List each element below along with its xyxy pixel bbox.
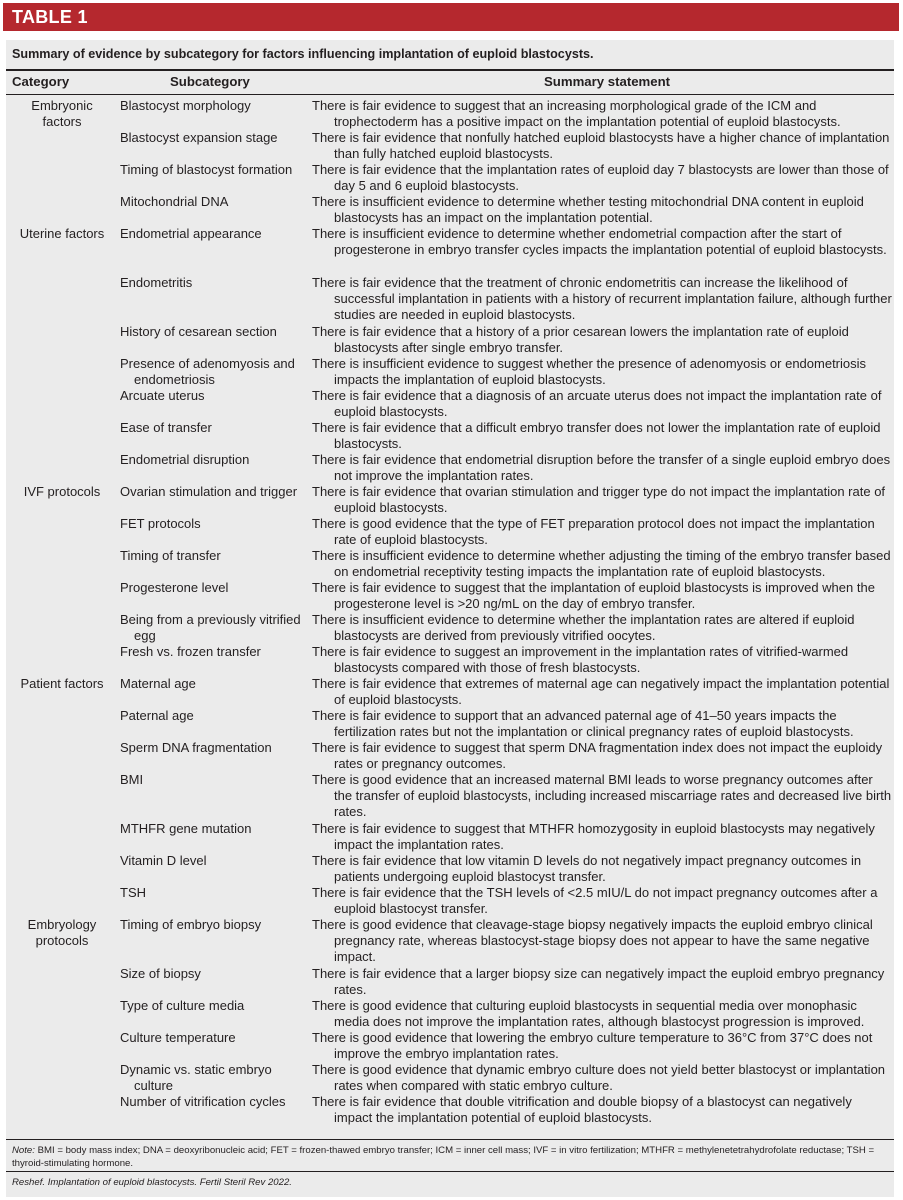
summary-text: There is good evidence that the type of FET preparation protocol does not impact the implantation rate of euploid blastocysts. — [312, 516, 875, 548]
summary-cell — [312, 516, 892, 548]
subcategory-text: Timing of transfer — [120, 548, 221, 563]
summary-cell — [312, 1030, 892, 1062]
summary-cell — [312, 885, 892, 917]
table-note — [12, 1144, 890, 1170]
column-header-summary: Summary statement — [544, 74, 671, 89]
subcategory-text: Endometrial disruption — [120, 452, 250, 467]
note-text: BMI = body mass index; DNA = deoxyribonucleic acid; FET = frozen-thawed embryo transfer; ICM = inner cell mass; IVF = in vitro fertilization; MTHFR = methylenetetrahydrofolate reductase; TSH = thyroid-stimulating hormone. — [12, 1145, 875, 1169]
subcategory-text: Maternal age — [120, 676, 196, 691]
subcategory-cell — [120, 998, 308, 1014]
subcategory-text: Timing of embryo biopsy — [120, 917, 262, 932]
summary-text: There is fair evidence that ovarian stimulation and trigger type do not impact the implantation rate of euploid blastocysts. — [312, 484, 886, 516]
category-cell: Uterine factors — [19, 226, 105, 241]
summary-text: There is fair evidence that extremes of maternal age can negatively impact the implantation potential of euploid blastocysts. — [312, 676, 890, 708]
note-label: Note: — [12, 1145, 35, 1156]
subcategory-text: Type of culture media — [120, 998, 245, 1013]
summary-text: There is insufficient evidence to determine whether the implantation rates are altered if euploid blastocysts are derived from previously vitrified oocytes. — [312, 612, 855, 644]
subcategory-cell — [120, 853, 308, 869]
table-caption: Summary of evidence by subcategory for factors influencing implantation of euploid blastocysts. — [12, 47, 594, 61]
summary-cell — [312, 612, 892, 644]
subcategory-cell — [120, 275, 308, 291]
subcategory-cell — [120, 194, 308, 210]
subcategory-cell — [120, 452, 308, 468]
summary-cell — [312, 275, 892, 323]
subcategory-text: Arcuate uterus — [120, 388, 205, 403]
subcategory-text: Culture temperature — [120, 1030, 236, 1045]
table-panel — [6, 40, 894, 1197]
summary-text: There is fair evidence to suggest that the implantation of euploid blastocysts is improved when the progesterone level is >20 ng/mL on the day of embryo transfer. — [312, 580, 875, 612]
summary-cell — [312, 548, 892, 580]
summary-cell — [312, 194, 892, 226]
summary-cell — [312, 162, 892, 194]
summary-text: There is good evidence that cleavage-stage biopsy negatively impacts the euploid embryo clinical pregnancy rate, whereas blastocyst-stage biopsy does not appear to have the same negative impact. — [312, 917, 873, 965]
summary-text: There is fair evidence that a history of a prior cesarean lowers the implantation rate of euploid blastocysts after single embryo transfer. — [312, 324, 849, 356]
summary-cell — [312, 853, 892, 885]
header-rule — [6, 94, 894, 95]
bottom-rule — [6, 1139, 894, 1140]
subcategory-text: Ease of transfer — [120, 420, 212, 435]
subcategory-text: Vitamin D level — [120, 853, 207, 868]
summary-text: There is fair evidence that a larger biopsy size can negatively impact the euploid embryo pregnancy rates. — [312, 966, 885, 998]
subcategory-cell — [120, 885, 308, 901]
subcategory-cell — [120, 676, 308, 692]
summary-text: There is insufficient evidence to determine whether endometrial compaction after the start of progesterone in embryo transfer cycles impacts the implantation potential of euploid blastocysts. — [312, 226, 887, 258]
summary-text: There is fair evidence that endometrial disruption before the transfer of a single euploid embryo does not improve the implantation rates. — [312, 452, 891, 484]
subcategory-text: Number of vitrification cycles — [120, 1094, 286, 1109]
subcategory-cell — [120, 162, 308, 178]
summary-text: There is good evidence that an increased maternal BMI leads to worse pregnancy outcomes after the transfer of euploid blastocysts, including increased miscarriage rates and decreased live birth rates. — [312, 772, 892, 820]
summary-text: There is good evidence that culturing euploid blastocysts in sequential media over monophasic media does not improve the implantation rates, although blastocyst progression is improved. — [312, 998, 865, 1030]
subcategory-cell — [120, 130, 308, 146]
summary-cell — [312, 324, 892, 356]
subcategory-cell — [120, 740, 308, 756]
summary-cell — [312, 821, 892, 853]
summary-text: There is fair evidence that a diagnosis of an arcuate uterus does not impact the implantation rate of euploid blastocysts. — [312, 388, 882, 420]
subcategory-cell — [120, 1094, 308, 1110]
top-rule — [6, 69, 894, 71]
summary-text: There is good evidence that dynamic embryo culture does not yield better blastocyst or implantation rates when compared with static embryo culture. — [312, 1062, 886, 1094]
summary-cell — [312, 484, 892, 516]
summary-text: There is fair evidence that low vitamin D levels do not negatively impact pregnancy outcomes in patients undergoing euploid blastocyst transfer. — [312, 853, 862, 885]
subcategory-cell — [120, 1030, 308, 1046]
subcategory-cell — [120, 708, 308, 724]
subcategory-cell — [120, 644, 308, 660]
summary-text: There is fair evidence that a difficult embryo transfer does not lower the implantation rate of euploid blastocysts. — [312, 420, 881, 452]
subcategory-text: Dynamic vs. static embryo culture — [120, 1062, 272, 1094]
subcategory-cell — [120, 484, 308, 500]
summary-text: There is fair evidence to suggest that an increasing morphological grade of the ICM and trophectoderm has a positive impact on the implantation potential of euploid blastocysts. — [312, 98, 841, 130]
subcategory-cell — [120, 821, 308, 837]
subcategory-text: Endometrial appearance — [120, 226, 262, 241]
category-cell: Patient factors — [20, 676, 104, 691]
summary-cell — [312, 452, 892, 484]
subcategory-text: TSH — [120, 885, 146, 900]
subcategory-text: Mitochondrial DNA — [120, 194, 229, 209]
subcategory-text: MTHFR gene mutation — [120, 821, 252, 836]
subcategory-text: Sperm DNA fragmentation — [120, 740, 272, 755]
subcategory-cell — [120, 548, 308, 564]
subcategory-cell — [120, 356, 308, 388]
summary-text: There is fair evidence to suggest an improvement in the implantation rates of vitrified-warmed blastocysts compared with those of fresh blastocysts. — [312, 644, 849, 676]
summary-cell — [312, 98, 892, 130]
summary-text: There is good evidence that lowering the embryo culture temperature to 36°C from 37°C does not improve the embryo implantation rates. — [312, 1030, 873, 1062]
summary-cell — [312, 772, 892, 820]
subcategory-text: Presence of adenomyosis and endometriosis — [120, 356, 295, 388]
subcategory-text: Blastocyst morphology — [120, 98, 251, 113]
subcategory-text: BMI — [120, 772, 144, 787]
subcategory-text: FET protocols — [120, 516, 201, 531]
summary-text: There is insufficient evidence to determine whether adjusting the timing of the embryo transfer based on endometrial receptivity testing impacts the implantation rate of euploid blastocysts. — [312, 548, 891, 580]
subcategory-text: Fresh vs. frozen transfer — [120, 644, 261, 659]
summary-text: There is fair evidence that double vitrification and double biopsy of a blastocyst can negatively impact the implantation potential of euploid blastocysts. — [312, 1094, 852, 1126]
subcategory-cell — [120, 388, 308, 404]
subcategory-text: Blastocyst expansion stage — [120, 130, 278, 145]
subcategory-text: History of cesarean section — [120, 324, 277, 339]
category-cell: Embryonic factors — [31, 98, 93, 130]
subcategory-cell — [120, 324, 308, 340]
subcategory-text: Ovarian stimulation and trigger — [120, 484, 298, 499]
subcategory-cell — [120, 966, 308, 982]
subcategory-cell — [120, 612, 308, 644]
summary-text: There is fair evidence that the TSH levels of <2.5 mIU/L do not impact pregnancy outcomes after a euploid blastocyst transfer. — [312, 885, 878, 917]
summary-cell — [312, 356, 892, 388]
summary-cell — [312, 1094, 892, 1126]
summary-cell — [312, 998, 892, 1030]
note-rule — [6, 1171, 894, 1172]
summary-text: There is fair evidence to suggest that sperm DNA fragmentation index does not impact the euploidy rates or pregnancy outcomes. — [312, 740, 883, 772]
subcategory-cell — [120, 917, 308, 933]
column-header-category: Category — [12, 74, 70, 89]
summary-cell — [312, 580, 892, 612]
summary-cell — [312, 966, 892, 998]
summary-cell — [312, 226, 892, 258]
subcategory-cell — [120, 580, 308, 596]
summary-text: There is fair evidence to support that an advanced paternal age of 41–50 years impacts the fertilization rates but not the implantation or clinical pregnancy rates of euploid blastocysts. — [312, 708, 854, 740]
subcategory-text: Paternal age — [120, 708, 194, 723]
category-cell: Embryology protocols — [27, 917, 97, 949]
summary-text: There is fair evidence that the implantation rates of euploid day 7 blastocysts are lower than those of day 5 and 6 euploid blastocysts. — [312, 162, 889, 194]
summary-text: There is fair evidence to suggest that MTHFR homozygosity in euploid blastocysts may negatively impact the implantation rates. — [312, 821, 875, 853]
subcategory-cell — [120, 772, 308, 788]
subcategory-cell — [120, 420, 308, 436]
summary-text: There is insufficient evidence to suggest whether the presence of adenomyosis or endometriosis impacts the implantation of euploid blastocysts. — [312, 356, 867, 388]
summary-cell — [312, 130, 892, 162]
summary-text: There is fair evidence that nonfully hatched euploid blastocysts have a higher chance of implantation than fully hatched euploid blastocysts. — [312, 130, 890, 162]
summary-cell — [312, 740, 892, 772]
summary-cell — [312, 1062, 892, 1094]
subcategory-text: Endometritis — [120, 275, 193, 290]
summary-cell — [312, 708, 892, 740]
subcategory-cell — [120, 98, 308, 114]
summary-cell — [312, 644, 892, 676]
subcategory-cell — [120, 226, 308, 242]
subcategory-text: Size of biopsy — [120, 966, 201, 981]
column-header-subcategory: Subcategory — [170, 74, 250, 89]
subcategory-text: Progesterone level — [120, 580, 229, 595]
subcategory-text: Being from a previously vitrified egg — [120, 612, 301, 644]
summary-cell — [312, 917, 892, 965]
table-source: Reshef. Implantation of euploid blastocysts. Fertil Steril Rev 2022. — [12, 1177, 292, 1188]
subcategory-cell — [120, 1062, 308, 1094]
subcategory-cell — [120, 516, 308, 532]
category-cell: IVF protocols — [23, 484, 101, 499]
summary-text: There is insufficient evidence to determine whether testing mitochondrial DNA content in euploid blastocysts has an impact on the implantation potential. — [312, 194, 864, 226]
table-banner: TABLE 1 — [3, 3, 899, 31]
summary-cell — [312, 388, 892, 420]
summary-text: There is fair evidence that the treatment of chronic endometritis can increase the likelihood of successful implantation in patients with a history of recurrent implantation failure, although further studies are needed in euploid blastocysts. — [312, 275, 892, 323]
summary-cell — [312, 676, 892, 708]
subcategory-text: Timing of blastocyst formation — [120, 162, 293, 177]
summary-cell — [312, 420, 892, 452]
